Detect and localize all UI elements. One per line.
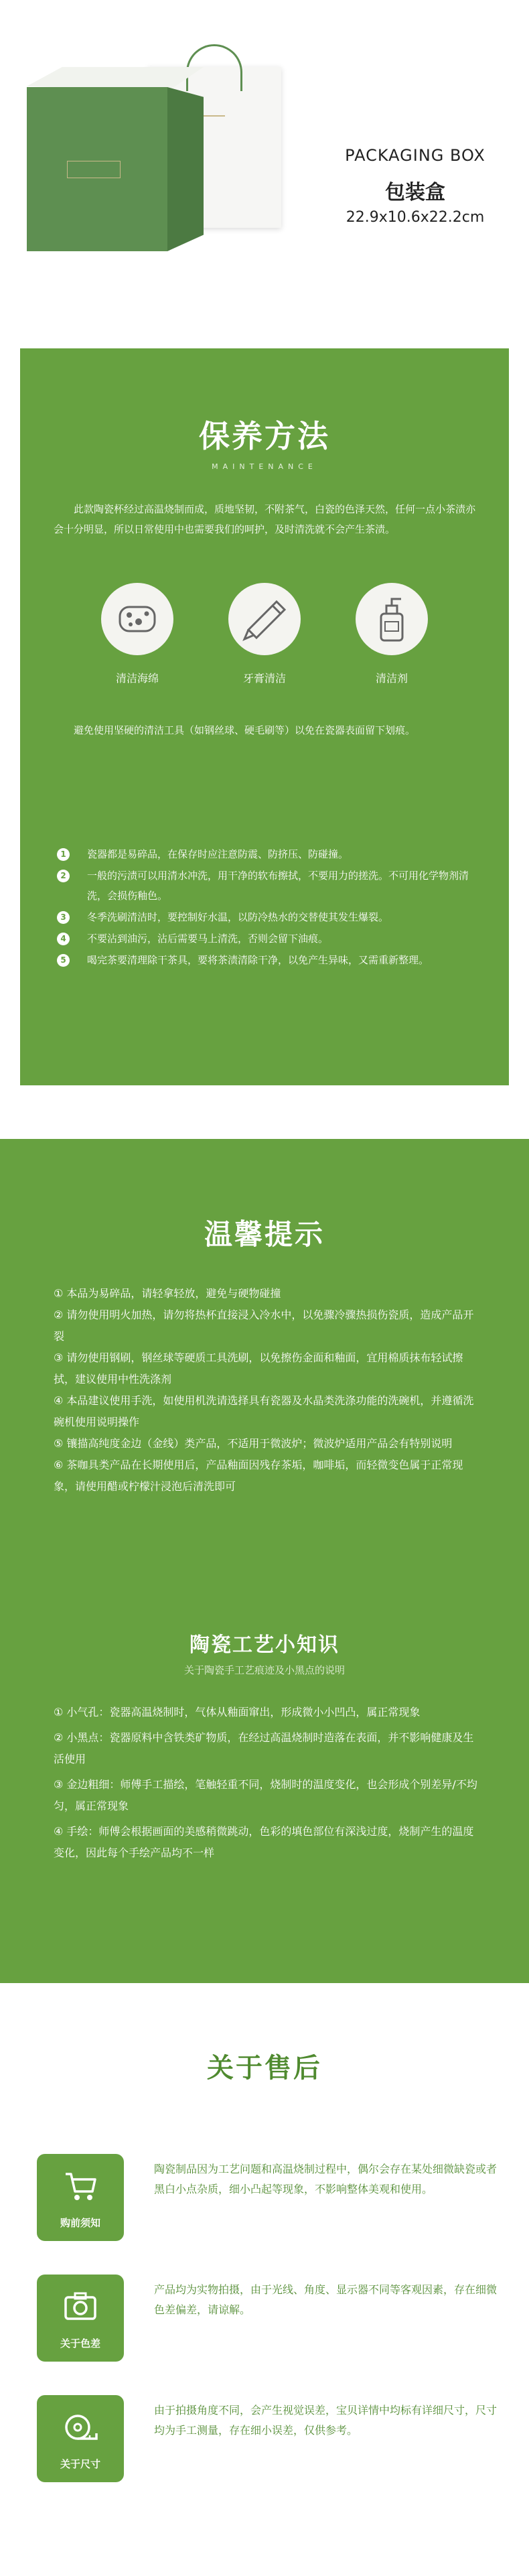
- cleaning-icons-row: [20, 583, 509, 697]
- list-item: ⑤ 镶描高纯度金边（金线）类产品，不适用于微波炉；微波炉适用产品会有特别说明: [54, 1437, 453, 1450]
- packaging-section: [0, 0, 529, 301]
- list-item: ② 请勿使用明火加热，请勿将热杯直接浸入冷水中，以免骤冷骤热损伤瓷质，造成产品开裂: [54, 1308, 474, 1343]
- after-sale-item-purchase: [37, 2154, 499, 2248]
- toothpaste-icon: [228, 583, 301, 655]
- packaging-dimensions: 22.9x10.6x22.2cm: [346, 209, 485, 226]
- tip-text: 冬季洗刷清洁时，要控制好水温，以防冷热水的交替使其发生爆裂。: [87, 911, 389, 923]
- maintenance-section: [20, 348, 509, 1085]
- list-item: [57, 929, 485, 949]
- cleaning-label: 清洁剂: [375, 672, 408, 685]
- packaging-box-image: [27, 87, 167, 251]
- camera-icon: [62, 2288, 99, 2325]
- craft-knowledge-list: [54, 1702, 482, 1868]
- tip-text: 一般的污渍可以用清水冲洗，用干净的软布擦拭，不要用力的搓洗。不可用化学物剂清洗，会损伤釉色。: [87, 870, 469, 902]
- cart-icon: [62, 2167, 99, 2205]
- tip-text: 不要沾到油污，沾后需要马上清洗，否则会留下油痕。: [87, 933, 329, 945]
- warm-tips-title: 温馨提示: [204, 1218, 325, 1251]
- cleaning-item-toothpaste: [211, 583, 318, 685]
- after-sale-badge: [37, 2395, 124, 2482]
- cleaning-item-detergent: [338, 583, 445, 685]
- after-sale-text: 由于拍摄角度不同，会产生视觉误差，宝贝详情中均标有详细尺寸，尺寸均为手工测量，存在细小误差，仅供参考。: [154, 2404, 498, 2437]
- after-sale-item-size: [37, 2395, 499, 2489]
- list-item: ③ 金边粗细：师傅手工描绘，笔触轻重不同，烧制时的温度变化，也会形成个别差异/不均匀，属正常现象: [54, 1778, 477, 1812]
- after-sale-item-color: [37, 2275, 499, 2368]
- list-item: ④ 本品建议使用手洗，如使用机洗请选择具有瓷器及水晶类洗涤功能的洗碗机，并遵循洗碗机使用说明操作: [54, 1394, 474, 1428]
- packaging-title: PACKAGING BOX: [345, 146, 485, 165]
- packaging-subtitle: 包装盒: [385, 181, 445, 204]
- list-item: ⑥ 茶咖具类产品在长期使用后，产品釉面因残存茶垢，咖啡垢，而轻微变色属于正常现象，请使用醋或柠檬汁浸泡后清洗即可: [54, 1459, 463, 1493]
- detergent-icon: [356, 583, 428, 655]
- list-item: ② 小黑点：瓷器原料中含铁类矿物质，在经过高温烧制时造落在表面，并不影响健康及生活使用: [54, 1731, 474, 1765]
- list-item: [57, 950, 485, 970]
- after-sale-badge: [37, 2275, 124, 2362]
- cleaning-item-sponge: [84, 583, 191, 685]
- maintenance-intro: 此款陶瓷杯经过高温烧制而成，质地坚韧，不附茶气，白瓷的色泽天然，任何一点小茶渍亦会十分明显，所以日常使用中也需要我们的呵护，及时清洗就不会产生茶渍。: [54, 503, 476, 535]
- maintenance-tips-list: [57, 844, 485, 971]
- tip-number: 5: [57, 954, 70, 967]
- warm-tips-section: [0, 1139, 529, 1983]
- tip-text: 喝完茶要清理除干茶具，要将茶渍清除干净，以免产生异味，又需重新整理。: [87, 954, 429, 966]
- list-item: ④ 手绘：师傅会根据画面的美感稍微跳动，色彩的填色部位有深浅过度，烧制产生的温度变化，因此每个手绘产品均不一样: [54, 1825, 474, 1859]
- list-item: ① 本品为易碎品，请轻拿轻放，避免与硬物碰撞: [54, 1287, 281, 1300]
- after-sale-text: 产品均为实物拍摄，由于光线、角度、显示器不同等客观因素，存在细微色差偏差，请谅解。: [154, 2283, 498, 2316]
- craft-knowledge-subtitle: 关于陶瓷手工艺痕迹及小黑点的说明: [183, 1664, 345, 1676]
- tip-number: 4: [57, 933, 70, 945]
- list-item: [57, 866, 485, 906]
- after-sale-section: [0, 2003, 529, 2576]
- list-item: ① 小气孔：瓷器高温烧制时，气体从釉面窜出，形成微小小凹凸，属正常现象: [54, 1706, 421, 1718]
- bag-logo-mark: [204, 107, 225, 117]
- after-sale-text: 陶瓷制品因为工艺问题和高温烧制过程中，偶尔会存在某处细微缺瓷或者黑白小点杂质，细小凸起等现象，不影响整体美观和使用。: [154, 2163, 498, 2195]
- tip-text: 瓷器都是易碎品，在保存时应注意防震、防挤压、防碰撞。: [87, 848, 349, 860]
- cleaning-label: 清洁海绵: [115, 672, 159, 685]
- sponge-icon: [101, 583, 173, 655]
- box-side-face: [167, 87, 204, 251]
- tip-number: 2: [57, 870, 70, 882]
- cleaning-label: 牙膏清洁: [242, 672, 286, 685]
- list-item: [57, 844, 485, 864]
- after-sale-label: 关于尺寸: [60, 2458, 100, 2470]
- warm-tips-list: [54, 1283, 482, 1497]
- tip-number: 1: [57, 848, 70, 861]
- tape-measure-icon: [62, 2409, 99, 2446]
- tip-number: 3: [57, 911, 70, 924]
- craft-knowledge-title: 陶瓷工艺小知识: [190, 1633, 339, 1657]
- maintenance-note: 避免使用坚硬的清洁工具（如钢丝球、硬毛刷等）以免在瓷器表面留下划痕。: [74, 724, 416, 736]
- after-sale-label: 关于色差: [60, 2337, 100, 2350]
- after-sale-title: 关于售后: [207, 2053, 322, 2084]
- list-item: [57, 907, 485, 927]
- box-label-plate: [67, 161, 121, 178]
- after-sale-badge: [37, 2154, 124, 2241]
- list-item: ③ 请勿使用钢刷，钢丝球等硬质工具洗刷，以免擦伤金面和釉面，宜用棉质抹布轻试擦拭，建议使用中性洗涤剂: [54, 1351, 463, 1385]
- after-sale-label: 购前须知: [60, 2217, 100, 2229]
- maintenance-title-en: MAINTENANCE: [212, 462, 317, 471]
- maintenance-title: 保养方法: [199, 418, 330, 454]
